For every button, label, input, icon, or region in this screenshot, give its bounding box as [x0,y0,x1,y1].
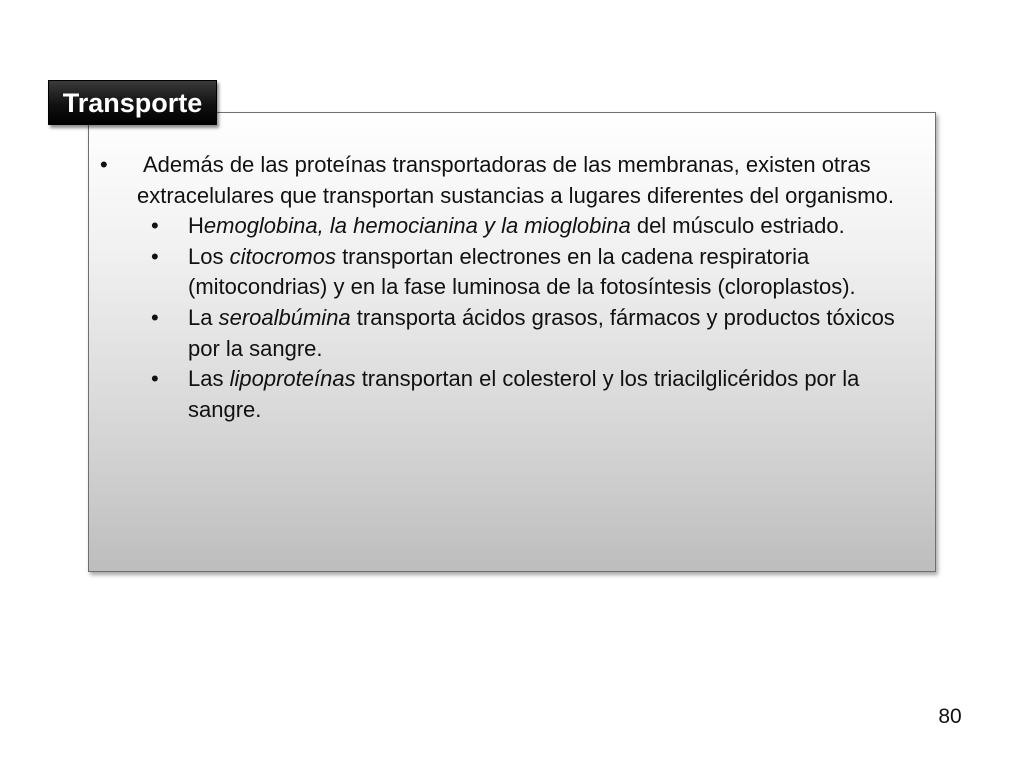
bullet-marker: • [100,152,108,177]
sub-bullet-hemoglobina [88,211,936,242]
bullet-list [88,150,936,425]
sub-bullet-seroalbumina [88,303,936,364]
sub-bullet-italic: emoglobina, la hemocianina y la mioglobina [203,213,631,239]
sub-bullet-lipoproteinas [88,364,936,425]
sub-bullet-citocromos [88,242,936,303]
sub-bullet-italic: seroalbúmina [218,304,351,330]
bullet-marker: • [151,213,159,239]
slide-title: Transporte [48,80,217,125]
sub-bullet-prefix: H [188,213,204,239]
sub-bullet-text: transportan el colesterol y los triacilglicéridos por la sangre. [188,366,860,422]
sub-bullet-text: transporta ácidos grasos, fármacos y productos tóxicos por la sangre. [188,304,895,361]
bullet-marker: • [151,304,159,330]
sub-bullet-prefix: Las [188,366,230,392]
bullet-marker: • [151,243,159,269]
bullet-main-text: Además de las proteínas transportadoras de las membranas, existen otras extracelulares que transportan sustancias a lugares diferentes del organismo. [137,152,894,208]
bullet-main [88,150,936,211]
bullet-marker: • [151,366,159,392]
sub-bullet-italic: citocromos [229,243,336,269]
sub-bullet-text: del músculo estriado. [630,213,845,239]
sub-bullet-text: transportan electrones en la cadena respiratoria (mitocondrias) y en la fase luminosa de la fotosíntesis (cloroplastos). [188,243,856,300]
sub-bullet-prefix: Los [188,243,230,269]
sub-bullet-italic: lipoproteínas [229,366,356,392]
page-number: 80 [938,705,962,728]
sub-bullet-prefix: La [188,304,219,330]
